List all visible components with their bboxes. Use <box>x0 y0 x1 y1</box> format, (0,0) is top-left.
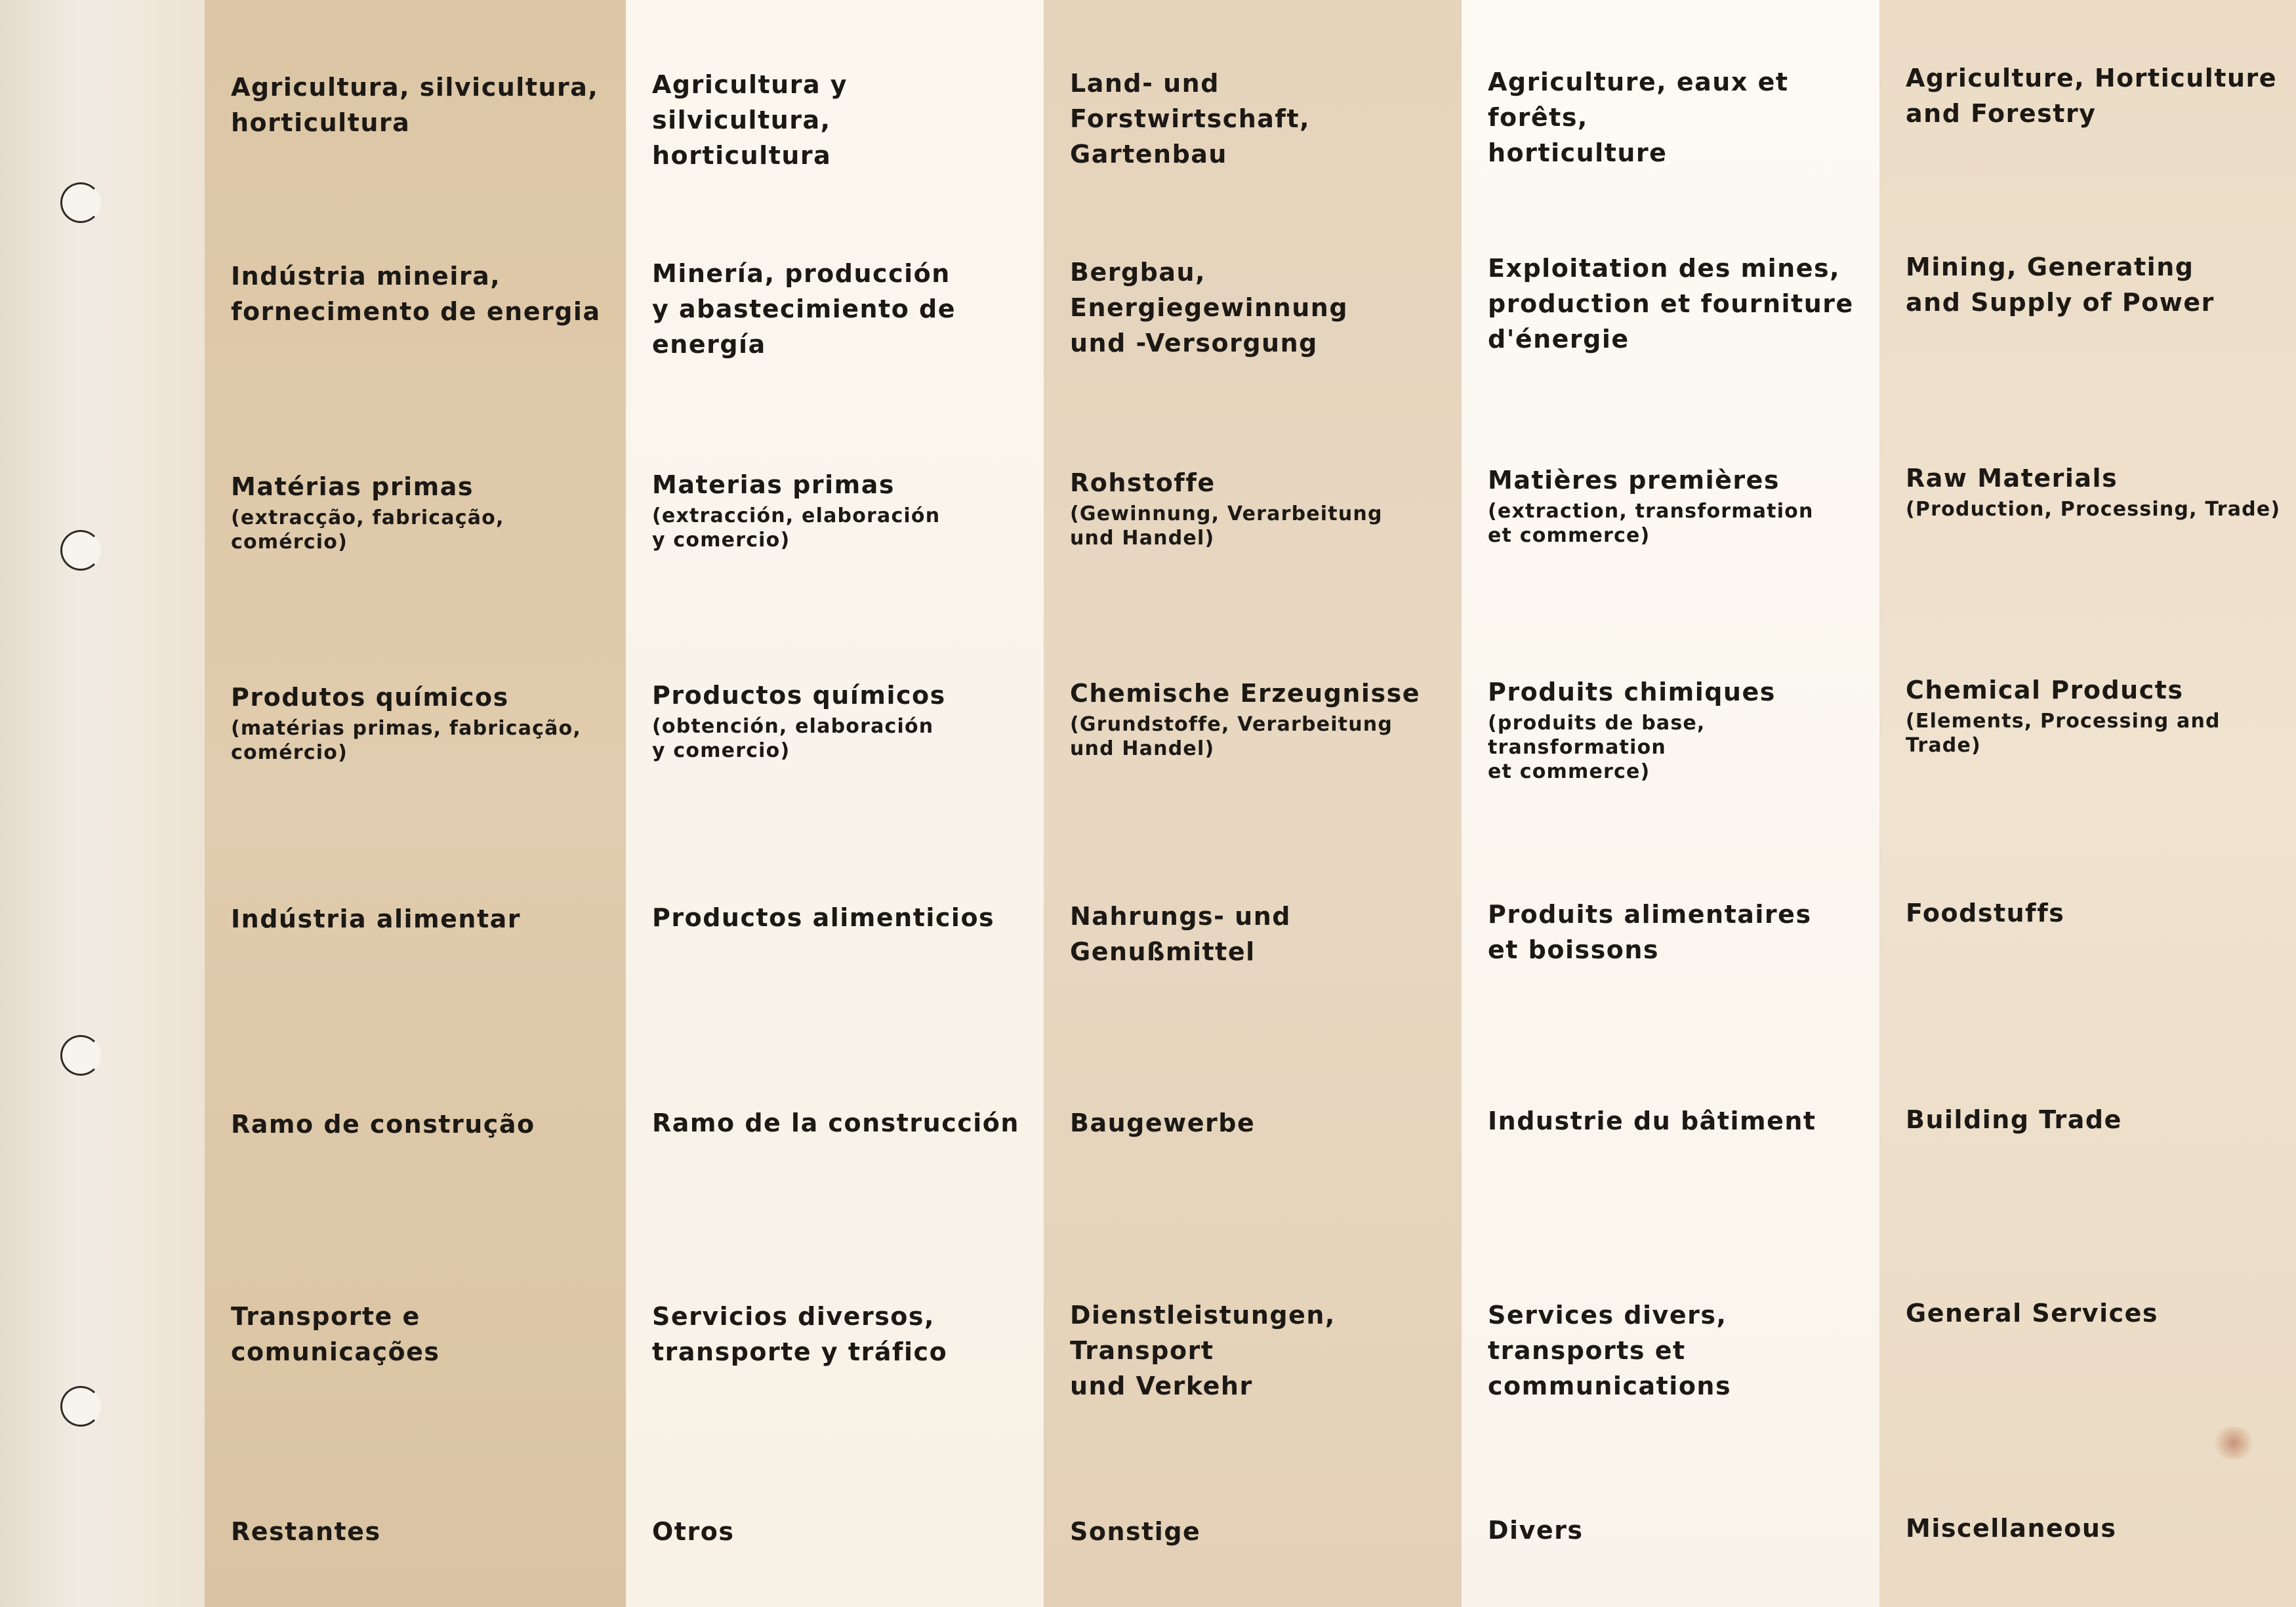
category-title: Otros <box>652 1517 735 1546</box>
category-subtitle: (extracção, fabricação, comércio) <box>231 506 504 554</box>
category-title: Minería, producción y abastecimiento de energía <box>652 259 956 359</box>
category-title: Building Trade <box>1906 1105 2122 1134</box>
category-title: Materias primas <box>652 470 895 499</box>
category-entry <box>1488 1103 1866 1140</box>
category-subtitle: (extraction, transformation et commerce) <box>1488 500 1814 547</box>
category-title: Foodstuffs <box>1906 899 2065 927</box>
category-title: Mining, Generating and Supply of Power <box>1906 253 2215 317</box>
category-subtitle: (matérias primas, fabricação, comércio) <box>231 717 581 764</box>
punch-hole <box>60 1035 101 1076</box>
column-portuguese <box>205 0 626 1607</box>
category-title: Chemische Erzeugnisse <box>1070 679 1420 708</box>
category-title: Baugewerbe <box>1070 1109 1256 1137</box>
category-title: Agriculture, eaux et forêts, horticulture <box>1488 68 1789 167</box>
category-entry <box>652 256 1031 363</box>
category-entry <box>1070 1297 1448 1405</box>
column-german <box>1044 0 1462 1607</box>
category-entry <box>231 70 613 142</box>
category-subtitle: (Grundstoffe, Verarbeitung und Handel) <box>1070 713 1393 760</box>
category-title: Restantes <box>231 1517 381 1546</box>
category-entry <box>1488 674 1866 784</box>
category-title: Produits alimentaires et boissons <box>1488 900 1812 964</box>
category-entry <box>231 258 613 331</box>
category-entry <box>231 1514 613 1551</box>
category-entry <box>1488 64 1866 172</box>
category-entry <box>1070 899 1448 971</box>
category-title: Divers <box>1488 1516 1584 1545</box>
category-title: Agriculture, Horticulture and Forestry <box>1906 64 2278 128</box>
category-entry <box>1070 1105 1448 1142</box>
category-title: Servicios diversos, transporte y tráfico <box>652 1302 948 1366</box>
category-entry <box>1906 1102 2283 1139</box>
category-title: Indústria alimentar <box>231 905 522 933</box>
category-title: Land- und Forstwirtschaft, Gartenbau <box>1070 69 1311 169</box>
category-entry <box>231 680 613 765</box>
punch-hole <box>60 530 101 571</box>
category-entry <box>1488 897 1866 969</box>
category-entry <box>1906 895 2283 932</box>
category-entry <box>1906 460 2283 521</box>
category-title: Productos alimenticios <box>652 903 995 932</box>
category-entry <box>652 1514 1031 1551</box>
category-title: Bergbau, Energiegewinnung und -Versorgung <box>1070 258 1349 357</box>
category-title: Indústria mineira, fornecimento de energia <box>231 262 601 326</box>
category-title: Services divers, transports et communications <box>1488 1301 1732 1400</box>
category-entry <box>1070 1514 1448 1551</box>
category-title: Ramo de construção <box>231 1110 535 1139</box>
category-entry <box>231 469 613 554</box>
category-title: Chemical Products <box>1906 676 2184 704</box>
paper-stain <box>2211 1427 2257 1459</box>
category-entry <box>1906 672 2283 758</box>
punch-hole <box>60 182 101 223</box>
category-title: Exploitation des mines, production et fourniture d'énergie <box>1488 254 1854 354</box>
category-entry <box>1906 1511 2283 1547</box>
category-entry <box>652 678 1031 763</box>
category-entry <box>1488 1513 1866 1549</box>
category-title: General Services <box>1906 1299 2159 1328</box>
category-entry <box>1488 462 1866 548</box>
category-title: Transporte e comunicações <box>231 1302 440 1366</box>
category-title: Sonstige <box>1070 1517 1201 1546</box>
column-french <box>1462 0 1879 1607</box>
category-entry <box>231 901 613 938</box>
category-entry <box>652 1299 1031 1371</box>
category-entry <box>652 1105 1031 1142</box>
category-entry <box>1906 249 2283 321</box>
category-subtitle: (Elements, Processing and Trade) <box>1906 710 2221 757</box>
category-entry <box>1070 676 1448 761</box>
category-entry <box>1906 60 2283 132</box>
category-title: Agricultura, silvicultura, horticultura <box>231 73 599 137</box>
category-title: Raw Materials <box>1906 464 2118 493</box>
category-entry <box>1070 465 1448 550</box>
category-title: Matérias primas <box>231 472 474 501</box>
category-subtitle: (produits de base, transformation et commerce) <box>1488 712 1706 783</box>
category-title: Agricultura y silvicultura, horticultura <box>652 70 848 170</box>
category-title: Dienstleistungen, Transport und Verkehr <box>1070 1301 1336 1400</box>
column-english <box>1879 0 2296 1607</box>
category-entry <box>1070 66 1448 173</box>
category-entry <box>1488 251 1866 358</box>
category-title: Rohstoffe <box>1070 468 1216 497</box>
category-entry <box>1070 254 1448 362</box>
category-title: Produtos químicos <box>231 683 509 712</box>
category-entry <box>652 67 1031 174</box>
category-subtitle: (Gewinnung, Verarbeitung und Handel) <box>1070 502 1383 550</box>
punch-hole <box>60 1386 101 1427</box>
category-entry <box>1488 1297 1866 1405</box>
category-title: Productos químicos <box>652 681 946 710</box>
category-entry <box>231 1107 613 1143</box>
category-entry <box>231 1299 613 1371</box>
category-subtitle: (obtención, elaboración y comercio) <box>652 715 934 762</box>
category-title: Produits chimiques <box>1488 678 1776 706</box>
category-entry <box>1906 1295 2283 1332</box>
column-spanish <box>626 0 1044 1607</box>
category-entry <box>652 900 1031 937</box>
category-title: Ramo de la construcción <box>652 1109 1019 1137</box>
category-title: Industrie du bâtiment <box>1488 1107 1816 1135</box>
category-entry <box>652 467 1031 552</box>
category-subtitle: (extracción, elaboración y comercio) <box>652 504 941 552</box>
category-subtitle: (Production, Processing, Trade) <box>1906 498 2281 521</box>
category-title: Nahrungs- und Genußmittel <box>1070 902 1291 966</box>
category-title: Miscellaneous <box>1906 1514 2117 1543</box>
binding-margin <box>0 0 205 1607</box>
category-title: Matières premières <box>1488 466 1780 495</box>
